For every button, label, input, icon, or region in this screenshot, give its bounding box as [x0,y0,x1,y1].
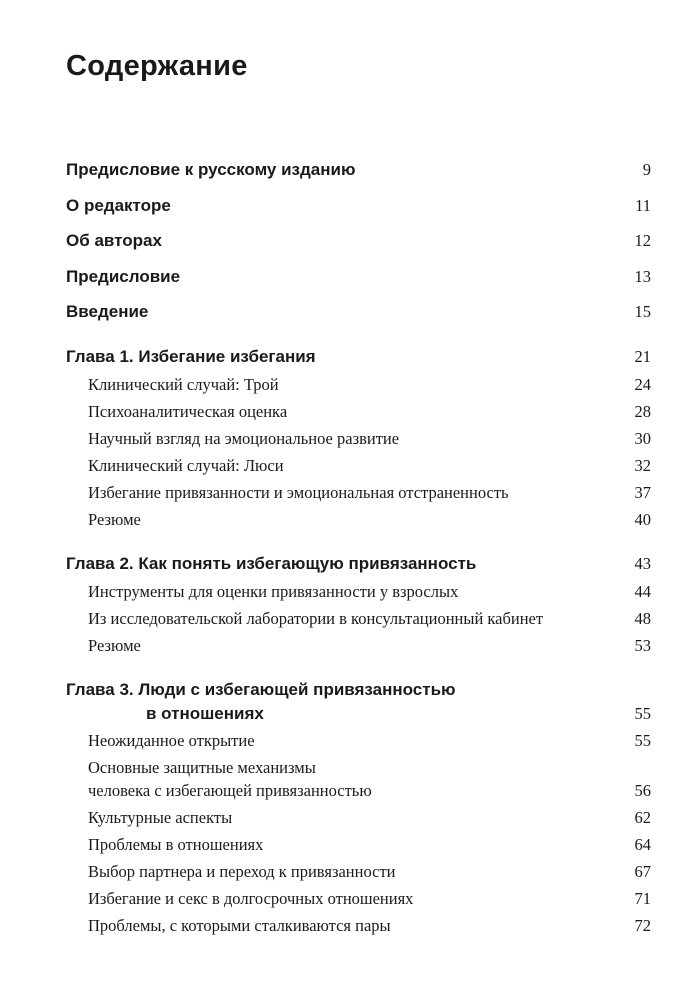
toc-section-label: Клинический случай: Люси [88,456,284,475]
toc-section-label: Резюме [88,510,141,529]
toc-chapter-label: Глава 2. Как понять избегающую привязанность [66,554,477,573]
toc-section-label: Научный взгляд на эмоциональное развитие [88,429,400,448]
toc-page-number: 72 [634,916,651,935]
toc-page-number: 30 [634,429,651,448]
toc-page-number: 62 [634,808,651,827]
toc-chapter-label-line2: в отношениях [146,704,264,723]
toc-page-number: 21 [634,347,651,366]
toc-page-number: 44 [634,582,651,601]
toc-section-label: Психоаналитическая оценка [88,402,288,421]
toc-page-number: 67 [634,862,651,881]
toc-section-label: Проблемы в отношениях [88,835,264,854]
toc-entry-label: Об авторах [66,231,162,250]
toc-entry-label: Введение [66,302,149,321]
toc-page-number: 15 [634,302,651,321]
toc-section-label-line1: Основные защитные механизмы [88,758,316,777]
toc-page-number: 64 [634,835,651,854]
toc-section-label: Избегание привязанности и эмоциональная отстраненность [88,483,509,502]
toc-page-number: 43 [634,554,651,573]
toc-section-label: Культурные аспекты [88,808,233,827]
toc-section-label: Проблемы, с которыми сталкиваются пары [88,916,391,935]
toc-section-label-line2: человека с избегающей привязанностью [88,781,372,800]
toc-page-number: 13 [634,267,651,286]
toc-entry-label: Предисловие [66,267,181,286]
toc-page-number: 55 [634,731,651,750]
toc-section-label: Инструменты для оценки привязанности у взрослых [88,582,459,601]
toc-page-number: 32 [634,456,651,475]
toc-page-number: 12 [634,231,651,250]
toc-page-number: 48 [634,609,651,628]
toc-page-number: 53 [634,636,651,655]
page-title: Содержание [66,50,248,82]
toc-entry-label: Предисловие к русскому изданию [66,160,356,179]
toc-section-label: Клинический случай: Трой [88,375,279,394]
toc-page-number: 28 [634,402,651,421]
toc-chapter-label-line1: Глава 3. Люди с избегающей привязанностью [66,680,456,699]
toc-page-number: 71 [634,889,651,908]
toc-section-label: Избегание и секс в долгосрочных отношениях [88,889,414,908]
toc-page-number: 40 [634,510,651,529]
toc-section-label: Выбор партнера и переход к привязанности [88,862,396,881]
toc-page-number: 11 [635,196,651,215]
toc-page-number: 37 [634,483,651,502]
toc-page-number: 9 [642,160,651,179]
toc-page-number: 56 [634,781,651,800]
toc-section-label: Неожиданное открытие [88,731,255,750]
toc-entry-label: О редакторе [66,196,171,215]
toc-section-label: Из исследовательской лаборатории в консультационный кабинет [88,609,544,628]
toc-page-number: 24 [634,375,651,394]
toc-page-number: 55 [634,704,651,723]
toc-section-label: Резюме [88,636,141,655]
toc-chapter-label: Глава 1. Избегание избегания [66,347,316,366]
